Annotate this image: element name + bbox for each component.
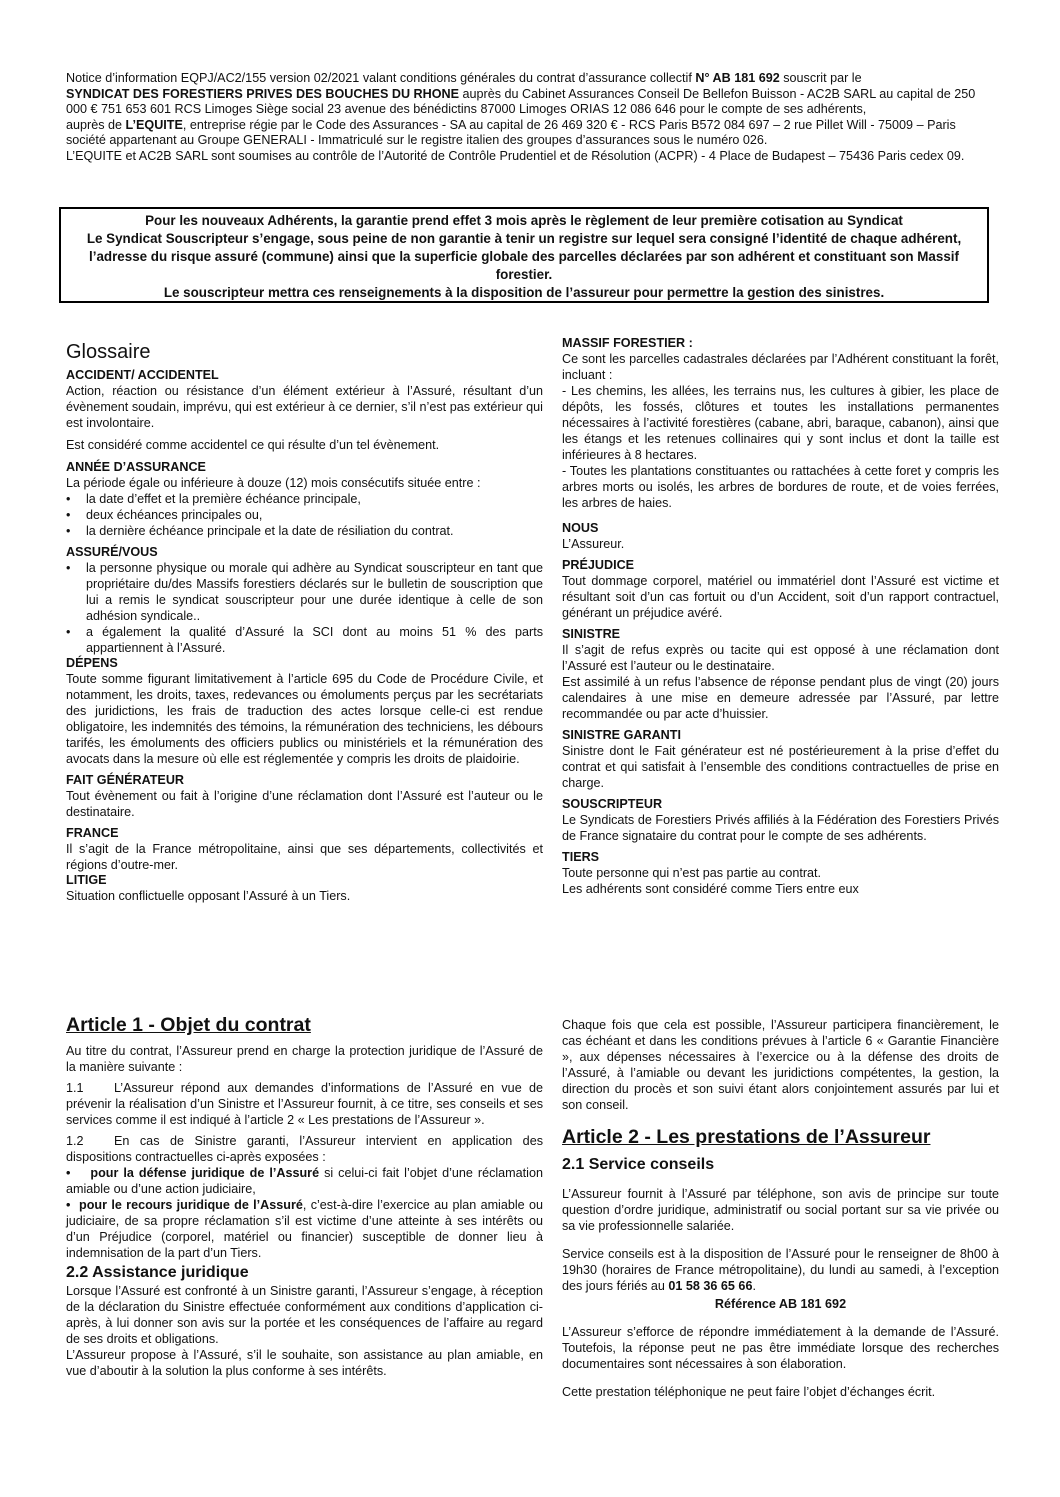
term-accident: ACCIDENT/ ACCIDENTEL [66, 368, 219, 382]
notice-box-p3: Le souscripteur mettra ces renseignements à la disposition de l’assureur pour permettre la gestion des sinistres. [163, 285, 885, 300]
section-2-2-p2: L’Assureur propose à l’Assuré, s’il le souhaite, son assistance au plan amiable, en vue d’aboutir à la solution la plus conforme à ses intérêts. [66, 1348, 543, 1378]
header-text: , entreprise régie par le Code des Assurances - SA au capital de 26 469 320 € - RCS Paris B572 084 697 – 2 rue Pillet Will - 75009 – Paris société appartenant au Groupe GENERALI - Immatriculé sur le registre italien des groupes d’assurances sous le numéro 026. [66, 117, 956, 148]
annee-bullet: • la dernière échéance principale et la date de résiliation du contrat. [66, 523, 543, 539]
glossary-title: Glossaire [66, 341, 151, 363]
def-souscripteur: Le Syndicats de Forestiers Privés affiliés à la Fédération des Forestiers Privés de France signataire du contrat pour le compte de ses adhérents. [562, 813, 999, 843]
header-text: Notice d’information EQPJ/AC2/155 version 02/2021 valant conditions générales du contrat d’assurance collectif [66, 71, 696, 85]
article-2-title: Article 2 - Les prestations de l’Assureur [562, 1126, 931, 1148]
def-massif-2: - Les chemins, les allées, les terrains nus, les cultures à gibier, les place de dépôts, les fossés, clôtures et toutes les installations permanentes nécessaires à l’activité forestières (cabane, abri, baraque, cabanon), ainsi que les étangs et les retenues collinaires qui y sont inclus et dont la taille est inférieures à 8 hectares. [562, 384, 999, 462]
header-line-3 [66, 118, 996, 149]
section-2-2-p1: Lorsque l’Assuré est confronté à un Sinistre garanti, l’Assureur s’engage, à réception de la déclaration du Sinistre effectuée conformément aux conditions d’application ci-après, à lui donner son avis sur la portée et les conséquences de l’affaire au regard de ses droits et obligations. [66, 1284, 543, 1346]
assure-bullet: • la personne physique ou morale qui adhère au Syndicat souscripteur en tant que propriétaire du/des Massifs forestiers déclarés sur le bulletin de souscription que lui a remis le syndicat souscripteur pour une durée identique à celle de son adhésion syndicale.. [66, 560, 543, 624]
article-1-bullet-defense: • • pour la défense juridique de l’Assuré si celui-ci fait l’objet d’une réclamation amiable ou d’une action judiciaire, [66, 1165, 543, 1197]
term-annee: ANNÉE D’ASSURANCE [66, 460, 206, 474]
section-2-2-title: 2.2 Assistance juridique [66, 1264, 249, 1281]
clause-text: L’Assureur répond aux demandes d’informations de l’Assuré en vue de prévenir la réalisation d’un Sinistre et l’Assureur fournit, à ce titre, ses conseils et ses services comme il est indiqué à l’article 2 « Les prestations de l’Assureur ». [66, 1081, 543, 1127]
annee-bullet: • la date d’effet et la première échéance principale, [66, 491, 543, 507]
glossary-left-column [66, 340, 543, 904]
def-prejudice: Tout dommage corporel, matériel ou immatériel dont l’Assuré est victime et résultant soit d’un cas fortuit ou d’un Accident, soit d’un rapport contractuel, générant un préjudice avéré. [562, 574, 999, 620]
term-nous: NOUS [562, 521, 599, 535]
glossary-right-column [562, 336, 999, 897]
def-tiers-1: Toute personne qui n’est pas partie au contrat. [562, 866, 822, 880]
service-text: . [752, 1279, 756, 1293]
def-sinistre-garanti: Sinistre dont le Fait générateur est né postérieurement à la prise d’effet du contrat et qui satisfait à l’ensemble des conditions contractuelles de prise en charge. [562, 744, 999, 790]
article-1-2 [66, 1133, 543, 1165]
header-line-1 [66, 71, 996, 87]
syndicate-name: SYNDICAT DES FORESTIERS PRIVES DES BOUCHES DU RHONE [66, 86, 460, 101]
bullet-bold: pour la défense juridique de l’Assuré [90, 1166, 320, 1180]
header-text: auprès de [66, 117, 126, 132]
header-text: auprès du Cabinet Assurances Conseil De Bellefon Buisson - AC2B SARL au capital de 250 000 € 751 653 601 RCS Limoges Siège social 23 avenue des bénédictins 87000 Limoges ORIAS 12 086 646 pour le compte de ses adhérents, [66, 86, 976, 117]
section-2-1-p1: L’Assureur fournit à l’Assuré par téléphone, son avis de principe sur toute question d’ordre juridique, administratif ou social portant sur sa vie privée ou sa vie professionnelle salariée. [562, 1187, 999, 1233]
def-depens: Toute somme figurant limitativement à l’article 695 du Code de Procédure Civile, et notamment, les droits, taxes, redevances ou émoluments perçus par les secrétariats des juridictions, les frais de traduction des actes lorsque celle-ci est rendue obligatoire, les indemnités des témoins, la rémunération des techniciens, les débours tarifés, les émoluments des officiers publics ou ministériels et la rémunération des avocats dans la mesure où elle est réglementée y compris les droits de plaidoirie. [66, 672, 543, 766]
section-2-1-p2 [562, 1246, 999, 1294]
def-fait: Tout évènement ou fait à l’origine d’une réclamation dont l’Assuré est l’auteur ou le destinataire. [66, 789, 543, 819]
def-tiers-2: Les adhérents sont considéré comme Tiers entre eux [562, 882, 859, 896]
term-sinistre: SINISTRE [562, 627, 621, 641]
def-sinistre-1: Il s’agit de refus exprès ou tacite qui est opposé à une réclamation dont l’Assuré est l’auteur ou le destinataire. [562, 643, 999, 673]
header-line-4: L’EQUITE et AC2B SARL sont soumises au contrôle de l’Autorité de Contrôle Prudentiel et de Résolution (ACPR) - 4 Place de Budapest – 75436 Paris cedex 09. [66, 148, 965, 163]
def-nous: L’Assureur. [562, 537, 625, 551]
term-depens: DÉPENS [66, 656, 118, 670]
article-1-bullet-recours: • • pour le recours juridique de l’Assuré, c’est-à-dire l’exercice au plan amiable ou judiciaire, de sa propre réclamation s’il est victime d’une atteinte à ses intérêts ou d’un Préjudice (corporel, matériel ou financier) susceptible de donner lieu à indemnisation de la part d’un Tiers. [66, 1197, 543, 1261]
bullet-bold: pour le recours juridique de l’Assuré [79, 1198, 303, 1212]
assure-bullet: • a également la qualité d’Assuré la SCI dont au moins 51 % des parts appartiennent à l’Assuré. [66, 624, 543, 656]
reference-number: Référence AB 181 692 [714, 1297, 847, 1311]
term-fait: FAIT GÉNÉRATEUR [66, 773, 185, 787]
term-sinistre-garanti: SINISTRE GARANTI [562, 728, 681, 742]
header-line-2 [66, 87, 996, 118]
def-litige: Situation conflictuelle opposant l’Assuré à un Tiers. [66, 889, 351, 903]
service-text: Service conseils est à la disposition de l’Assuré pour le renseigner de 8h00 à 19h30 (horaires de France métropolitaine), du lundi au samedi, à l’exception des jours fériés au [562, 1247, 999, 1293]
term-souscripteur: SOUSCRIPTEUR [562, 797, 663, 811]
term-france: FRANCE [66, 826, 119, 840]
article-1-1 [66, 1080, 543, 1128]
def-massif-3: - Toutes les plantations constituantes ou rattachées à cette foret y compris les arbres morts ou isolés, les arbres de bordures de route, et de voies ferrées, les arbres de haies. [562, 464, 999, 510]
clause-text: En cas de Sinistre garanti, l’Assureur intervient en application des dispositions contractuelles ci-après exposées : [66, 1134, 543, 1164]
section-2-1-p3: L’Assureur s’efforce de répondre immédiatement à la demande de l’Assuré. Toutefois, la réponse peut ne pas être immédiate lorsque des recherches documentaires sont nécessaires à son élaboration. [562, 1325, 999, 1371]
notice-box-p1: Pour les nouveaux Adhérents, la garantie prend effet 3 mois après le règlement de leur première cotisation au Syndicat [145, 213, 903, 228]
insurer-name: L’EQUITE [125, 117, 183, 132]
term-litige: LITIGE [66, 873, 107, 887]
def-accident: Action, réaction ou résistance d’un élément extérieur à l’Assuré, résultant d’un évènement soudain, imprévu, qui est extérieur à ce dernier, s’il n’est pas extérieur qui est involontaire. [66, 384, 543, 430]
notice-header [66, 71, 996, 165]
section-2-1-title: 2.1 Service conseils [562, 1156, 715, 1173]
section-2-1-p4: Cette prestation téléphonique ne peut faire l’objet d’échanges écrit. [562, 1385, 936, 1399]
def-sinistre-2: Est assimilé à un refus l’absence de réponse pendant plus de vingt (20) jours calendaires à une mise en demeure adressée par l’Assuré, par lettre recommandée ou par acte d’huissier. [562, 675, 999, 721]
bullet-text: si celui-ci fait l’objet d’une réclamation amiable ou d’une action judiciaire, [66, 1166, 543, 1196]
contract-number: N° AB 181 692 [695, 71, 780, 85]
def-massif-1: Ce sont les parcelles cadastrales déclarées par l’Adhérent constituant la forêt, incluant : [562, 352, 999, 382]
article-1-intro: Au titre du contrat, l’Assureur prend en charge la protection juridique de l’Assuré de la manière suivante : [66, 1044, 543, 1074]
def-accident-2: Est considéré comme accidentel ce qui résulte d’un tel évènement. [66, 438, 440, 452]
article-2-column [562, 1017, 999, 1405]
article-1-column [66, 1013, 543, 1379]
def-france: Il s’agit de la France métropolitaine, ainsi que ses départements, collectivités et régions d’outre-mer. [66, 842, 543, 872]
term-assure: ASSURÉ/VOUS [66, 545, 158, 559]
notice-box-p2: Le Syndicat Souscripteur s’engage, sous peine de non garantie à tenir un registre sur lequel sera consigné l’identité de chaque adhérent, l’adresse du risque assuré (commune) ainsi que la superficie globale des parcelles déclarées par son adhérent et constituant son Massif forestier. [86, 231, 962, 282]
def-annee: La période égale ou inférieure à douze (12) mois consécutifs située entre : [66, 476, 481, 490]
bullet-text: , c’est-à-dire l’exercice au plan amiable ou judiciaire, de sa propre réclamation s’il est victime d’une atteinte à ses intérêts ou d’un Préjudice (corporel, matériel ou financier) susceptible de donner lieu à indemnisation de la part d’un Tiers. [66, 1198, 543, 1260]
header-text: souscrit par le [779, 71, 862, 85]
term-tiers: TIERS [562, 850, 600, 864]
article-1-title: Article 1 - Objet du contrat [66, 1014, 311, 1036]
annee-bullet: • deux échéances principales ou, [66, 507, 543, 523]
clause-number: 1.1 [66, 1081, 84, 1095]
term-prejudice: PRÉJUDICE [562, 558, 635, 572]
article-1-continued: Chaque fois que cela est possible, l’Assureur participera financièrement, le cas échéant et dans les conditions prévues à l’article 6 « Garantie Financière », aux dépenses nécessaires à l’exercice ou à la défense des droits de l’Assuré, à l’amiable ou devant les juridictions compétentes, la gestion, la direction du procès et son suivi étant alors conjointement assurés par lui et son conseil. [562, 1018, 999, 1112]
term-massif: MASSIF FORESTIER : [562, 336, 693, 350]
clause-number: 1.2 [66, 1134, 84, 1148]
phone-number: 01 58 36 65 66 [668, 1279, 753, 1293]
notice-box [59, 207, 989, 303]
